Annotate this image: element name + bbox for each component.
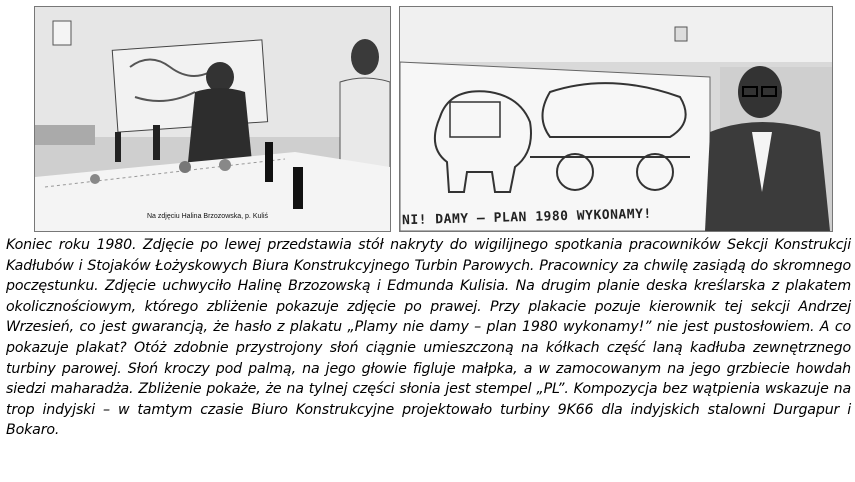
poster-slogan: NI! DAMY – PLAN 1980 WYKONAMY!: [401, 206, 652, 229]
photo-poster-closeup: [399, 6, 833, 232]
photo-table-scene-image: [35, 7, 390, 231]
photo-credit: Na zdjęciu Halina Brzozowska, p. Kuliś: [147, 213, 268, 220]
article-body: Koniec roku 1980. Zdjęcie po lewej przedstawia stół nakryty do wigilijnego spotkania pracowników Sekcji Konstrukcji Kadłubów i Stojaków Łożyskowych Biura Konstrukcyjnego Turbin Parowych. Pracownicy za chwilę zasiądą do skromnego poczęstunku. Zdjęcie uchwyciło Halinę Brzozowską i Edmunda Kulisia. Na drugim planie deska kreślarska z plakatem okolicznościowym, którego zbliżenie pokazuje zdjęcie po prawej. Przy plakacie pozuje kierownik tej sekcji Andrzej Wrzesień, co jest gwarancją, że hasło z plakatu „Plamy nie damy – plan 1980 wykonamy!” nie jest pustosłowiem. A co pokazuje plakat? Otóż zdobnie przystrojony słoń ciągnie umieszczoną na kółkach część laną kadłuba zewnętrznego turbiny parowej. Słoń kroczy pod palmą, na jego głowie figluje małpka, a w zamocowanym na jego grzbiecie howdah siedzi maharadża. Zbliżenie pokaże, że na tylnej części słonia jest stempel „PL”. Kompozycja bez wątpienia wskazuje na trop indyjski – w tamtym czasie Biuro Konstrukcyjne projektowało turbiny 9K66 dla indyjskich stalowni Durgapur i Bokaro.: [6, 237, 851, 439]
photo-poster-closeup-image: [400, 7, 832, 231]
photo-table-scene: [34, 6, 391, 232]
